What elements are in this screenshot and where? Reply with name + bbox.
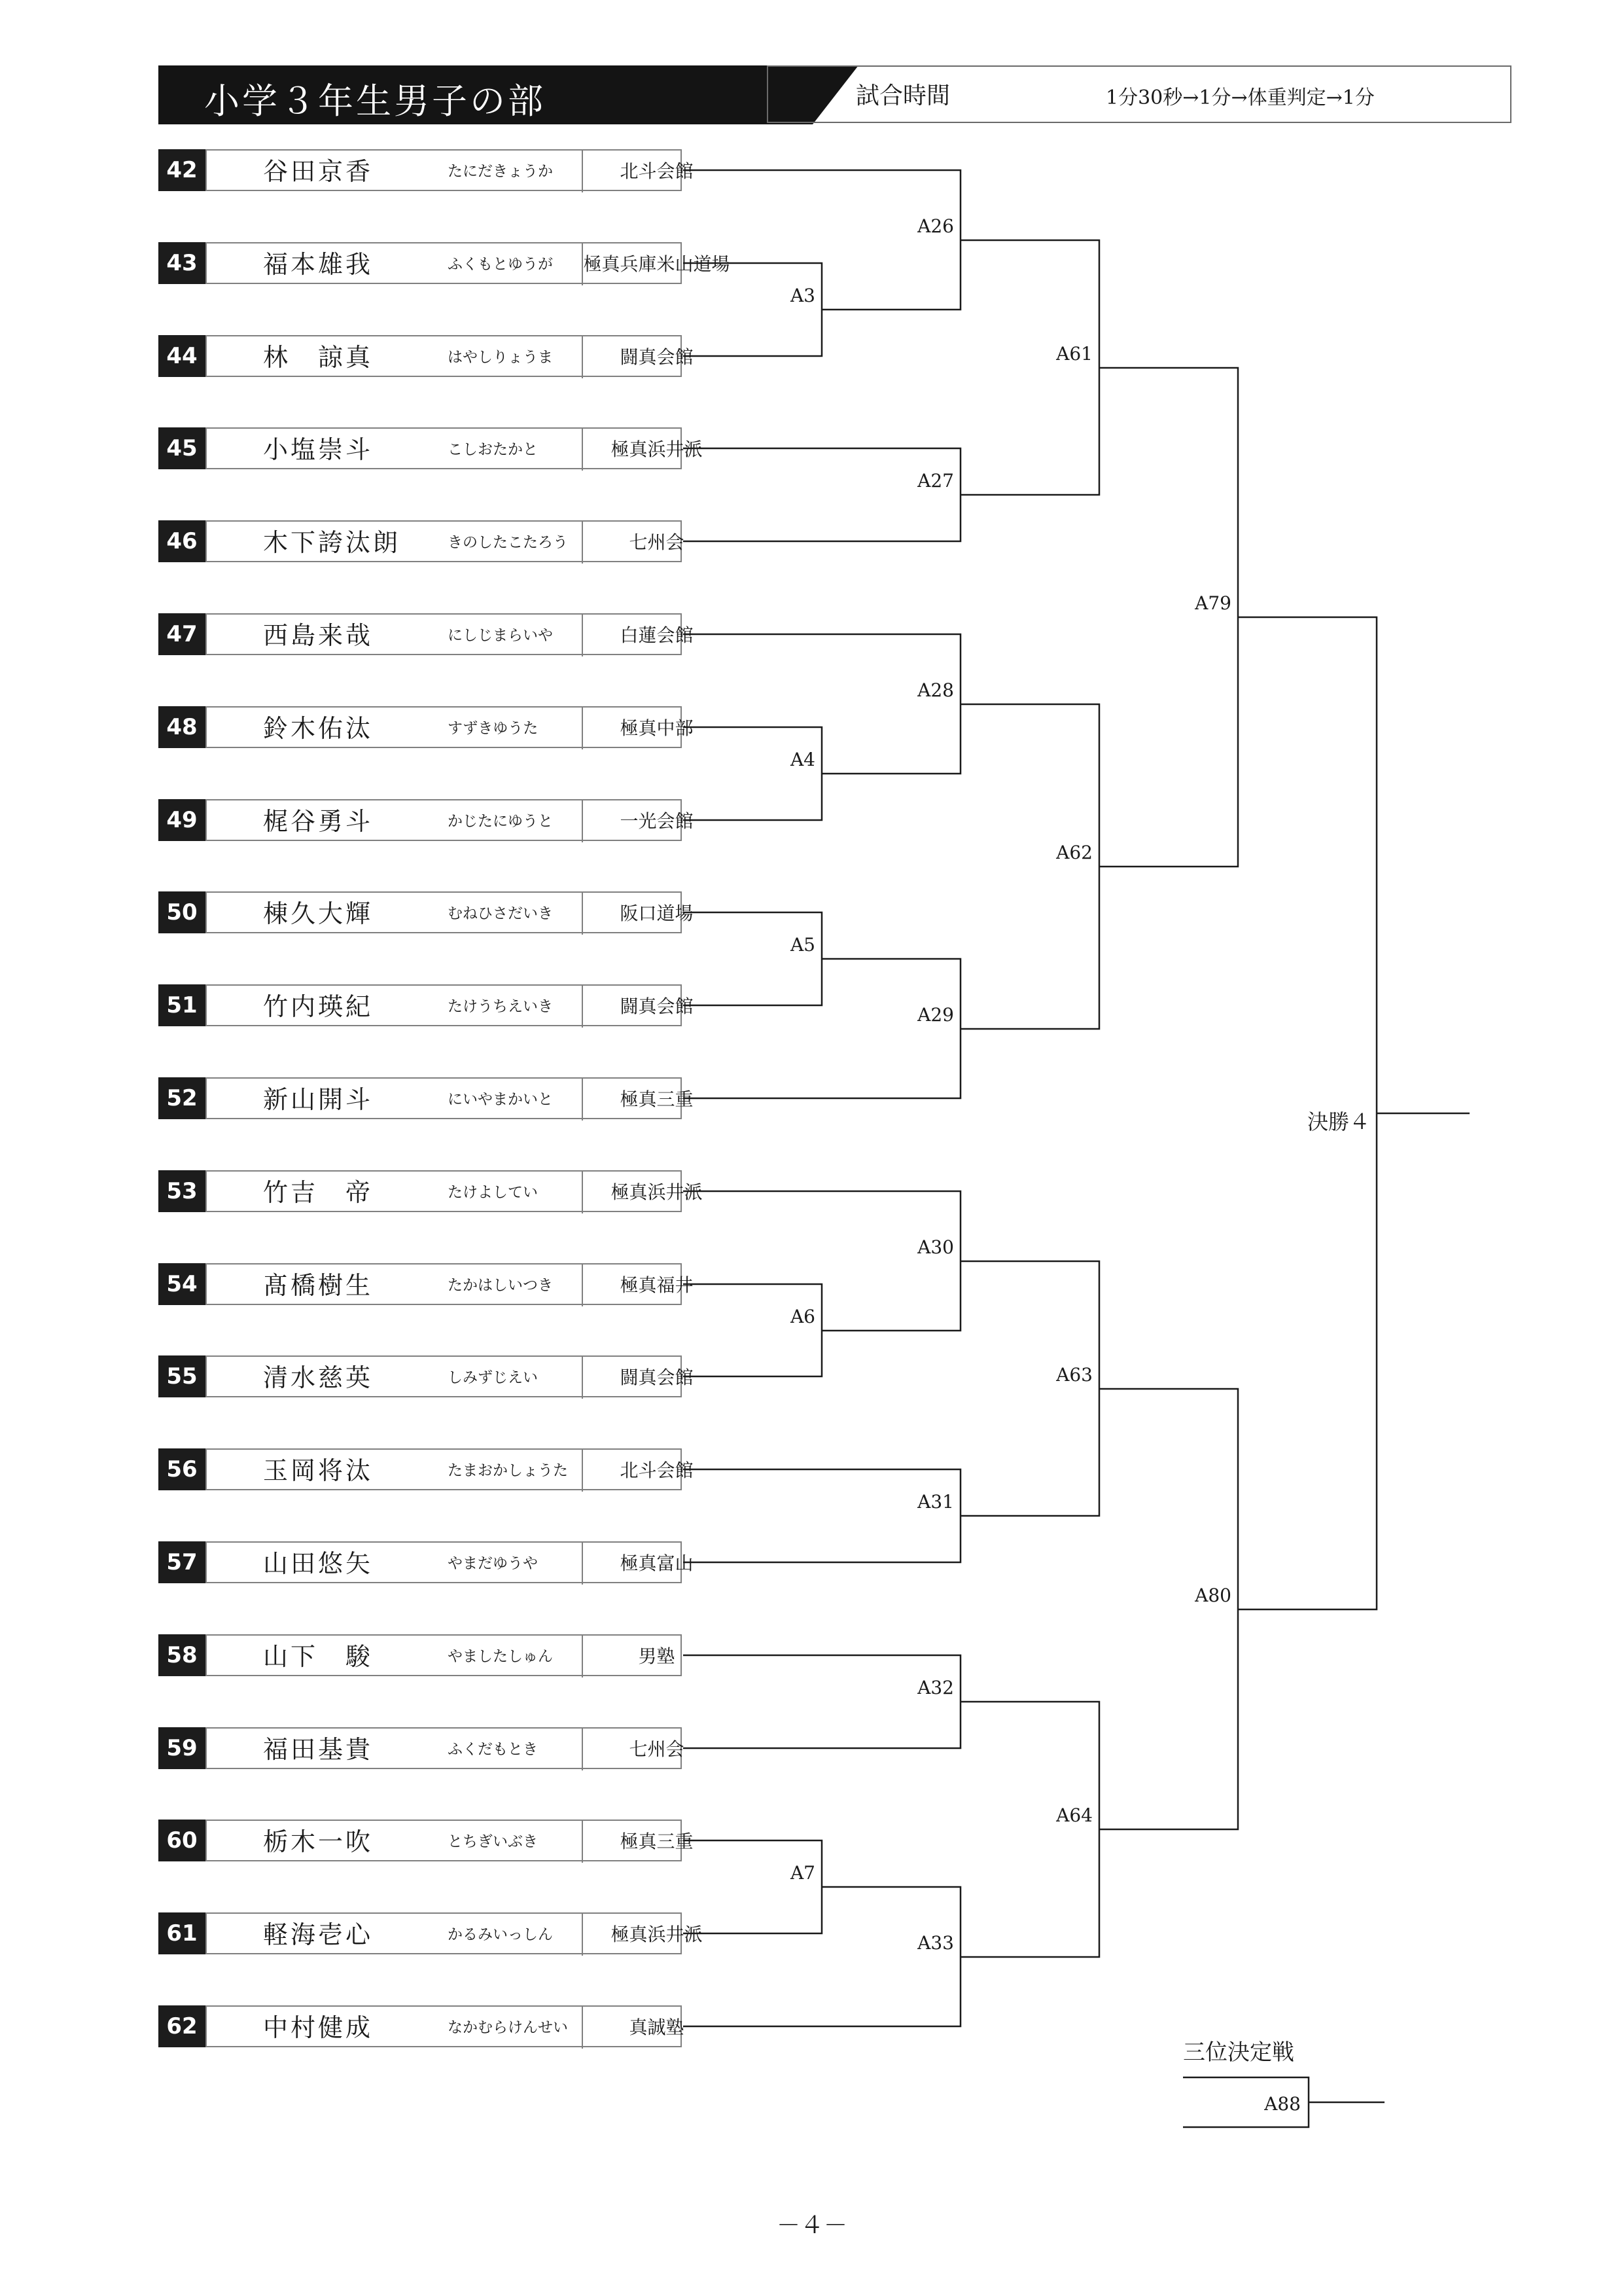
page-number: －４－ xyxy=(776,2212,847,2239)
match-label-a26: A26 xyxy=(917,215,954,237)
entry-kana: ふくもとゆうが xyxy=(448,256,553,273)
match-label-a4: A4 xyxy=(790,749,815,770)
entry-kana: とちぎいぶき xyxy=(448,1833,538,1850)
entry-kana: にしじまらいや xyxy=(448,627,553,644)
entry-dojo: 極真中部 xyxy=(620,717,694,739)
match-label-a7: A7 xyxy=(790,1862,815,1884)
entry-name: 梶谷勇斗 xyxy=(263,807,374,836)
match-label-a64: A64 xyxy=(1056,1804,1093,1826)
entry-kana: にいやまかいと xyxy=(448,1091,553,1108)
entry-number: 43 xyxy=(158,242,205,284)
entry-name: 新山開斗 xyxy=(263,1085,374,1114)
entry-name: 木下誇汰朗 xyxy=(263,528,401,557)
entry-name: 竹内瑛紀 xyxy=(263,992,374,1021)
bracket-line xyxy=(683,1840,822,1933)
entry-name: 林 諒真 xyxy=(263,343,374,372)
entry-number: 61 xyxy=(158,1912,205,1954)
bracket-line xyxy=(961,1702,1099,1957)
match-label-a61: A61 xyxy=(1056,343,1093,365)
entry-number: 46 xyxy=(158,520,205,562)
bracket-line xyxy=(961,240,1099,495)
entry-kana: たにだきょうか xyxy=(448,163,553,180)
entry-dojo: 北斗会館 xyxy=(620,160,694,182)
match-label-final: 決勝４ xyxy=(1307,1109,1370,1134)
entry-name: 西島来哉 xyxy=(263,621,374,650)
entry-kana: やまだゆうや xyxy=(448,1555,538,1572)
entry-dojo: 極真三重 xyxy=(620,1831,694,1852)
entry-name: 髙橋樹生 xyxy=(263,1271,374,1300)
entry-dojo: 闘真会館 xyxy=(620,1367,694,1388)
entry-name: 福本雄我 xyxy=(263,250,374,279)
entry-dojo: 男塾 xyxy=(638,1645,675,1667)
entry-name: 玉岡将汰 xyxy=(263,1456,374,1485)
entry-kana: こしおたかと xyxy=(448,441,538,458)
entry-dojo: 極真福井 xyxy=(620,1274,694,1296)
entry-kana: たまおかしょうた xyxy=(448,1462,568,1479)
entry-name: 軽海壱心 xyxy=(263,1920,374,1949)
match-label-a6: A6 xyxy=(790,1306,815,1327)
entry-number: 53 xyxy=(158,1170,205,1212)
bracket-line xyxy=(683,448,961,541)
entry-dojo: 極真浜井派 xyxy=(610,1181,703,1203)
entry-name: 棟久大輝 xyxy=(263,899,374,928)
bracket-line xyxy=(1099,368,1238,867)
entry-dojo: 北斗会館 xyxy=(620,1460,694,1481)
match-time-label: 試合時間 xyxy=(856,82,951,109)
match-label-a29: A29 xyxy=(917,1004,954,1026)
match-label-a62: A62 xyxy=(1056,842,1093,863)
entry-number: 42 xyxy=(158,149,205,191)
match-label-a5: A5 xyxy=(790,934,815,956)
bracket-line xyxy=(683,1469,961,1562)
match-label-a32: A32 xyxy=(917,1677,954,1698)
entry-name: 中村健成 xyxy=(263,2013,374,2042)
entry-number: 57 xyxy=(158,1541,205,1583)
bracket-line xyxy=(961,704,1099,1029)
division-title: 小学３年生男子の部 xyxy=(204,81,546,122)
entry-dojo: 阪口道場 xyxy=(620,903,694,924)
match-label-a3: A3 xyxy=(790,285,815,306)
entry-dojo: 一光会館 xyxy=(620,810,694,832)
entry-name: 小塩崇斗 xyxy=(263,435,374,464)
entry-number: 60 xyxy=(158,1820,205,1861)
entry-number: 50 xyxy=(158,891,205,933)
bracket-line xyxy=(683,263,822,356)
entry-name: 清水慈英 xyxy=(263,1363,374,1392)
entry-kana: かじたにゆうと xyxy=(448,813,553,830)
entry-dojo: 七州会 xyxy=(629,531,684,553)
entry-kana: しみずじえい xyxy=(448,1369,538,1386)
match-label-a88: A88 xyxy=(1264,2093,1301,2115)
match-label-a28: A28 xyxy=(917,679,954,701)
entry-name: 山下 駿 xyxy=(263,1642,374,1671)
entry-dojo: 白蓮会館 xyxy=(620,624,694,646)
entry-number: 44 xyxy=(158,335,205,377)
entry-dojo: 極真三重 xyxy=(620,1088,694,1110)
entry-number: 56 xyxy=(158,1448,205,1490)
bracket-line xyxy=(683,1655,961,1748)
entry-number: 62 xyxy=(158,2005,205,2047)
entry-number: 51 xyxy=(158,984,205,1026)
entry-kana: むねひさだいき xyxy=(448,905,553,922)
third-place-title: 三位決定戦 xyxy=(1183,2039,1294,2066)
entry-name: 竹吉 帝 xyxy=(263,1178,374,1207)
entry-dojo: 闘真会館 xyxy=(620,996,694,1017)
match-label-a31: A31 xyxy=(917,1491,954,1513)
entry-number: 49 xyxy=(158,799,205,841)
bracket-line xyxy=(1099,1389,1238,1829)
entry-dojo: 極真富山 xyxy=(620,1552,694,1574)
entry-number: 55 xyxy=(158,1355,205,1397)
entry-number: 52 xyxy=(158,1077,205,1119)
entry-kana: すずきゆうた xyxy=(448,720,538,737)
match-label-a79: A79 xyxy=(1195,592,1231,614)
entry-number: 59 xyxy=(158,1727,205,1769)
entry-dojo: 闘真会館 xyxy=(620,346,694,368)
entry-dojo: 極真浜井派 xyxy=(610,439,703,460)
entry-kana: やましたしゅん xyxy=(448,1648,553,1665)
entry-number: 45 xyxy=(158,427,205,469)
entry-name: 鈴木佑汰 xyxy=(263,714,374,743)
entry-kana: なかむらけんせい xyxy=(448,2019,568,2036)
entry-dojo: 真誠塾 xyxy=(629,2017,684,2038)
entry-dojo: 極真兵庫米山道場 xyxy=(583,253,730,275)
entry-dojo: 七州会 xyxy=(629,1738,684,1760)
entry-name: 谷田京香 xyxy=(263,157,374,186)
entry-dojo: 極真浜井派 xyxy=(610,1924,703,1945)
entry-kana: はやしりょうま xyxy=(448,349,553,366)
match-label-a30: A30 xyxy=(917,1236,954,1258)
entry-kana: きのしたこたろう xyxy=(448,534,568,551)
bracket-line xyxy=(683,727,822,820)
entry-number: 54 xyxy=(158,1263,205,1305)
match-label-a80: A80 xyxy=(1195,1585,1231,1606)
match-label-a33: A33 xyxy=(917,1932,954,1954)
match-time-value: 1分30秒→1分→体重判定→1分 xyxy=(1106,86,1375,109)
bracket-line xyxy=(683,912,822,1005)
match-label-a27: A27 xyxy=(917,470,954,492)
entry-number: 58 xyxy=(158,1634,205,1676)
entry-kana: たかはしいつき xyxy=(448,1277,553,1294)
entry-kana: かるみいっしん xyxy=(448,1926,553,1943)
entry-kana: ふくだもとき xyxy=(448,1741,538,1758)
bracket-line xyxy=(961,1261,1099,1516)
entry-number: 47 xyxy=(158,613,205,655)
match-label-a63: A63 xyxy=(1056,1364,1093,1386)
bracket-line xyxy=(683,1284,822,1376)
entry-name: 福田基貴 xyxy=(263,1735,374,1764)
entry-kana: たけうちえいき xyxy=(448,998,553,1015)
entry-number: 48 xyxy=(158,706,205,748)
entry-name: 山田悠矢 xyxy=(263,1549,374,1578)
entry-name: 栃木一吹 xyxy=(263,1827,374,1856)
entry-kana: たけよしてい xyxy=(448,1184,538,1201)
